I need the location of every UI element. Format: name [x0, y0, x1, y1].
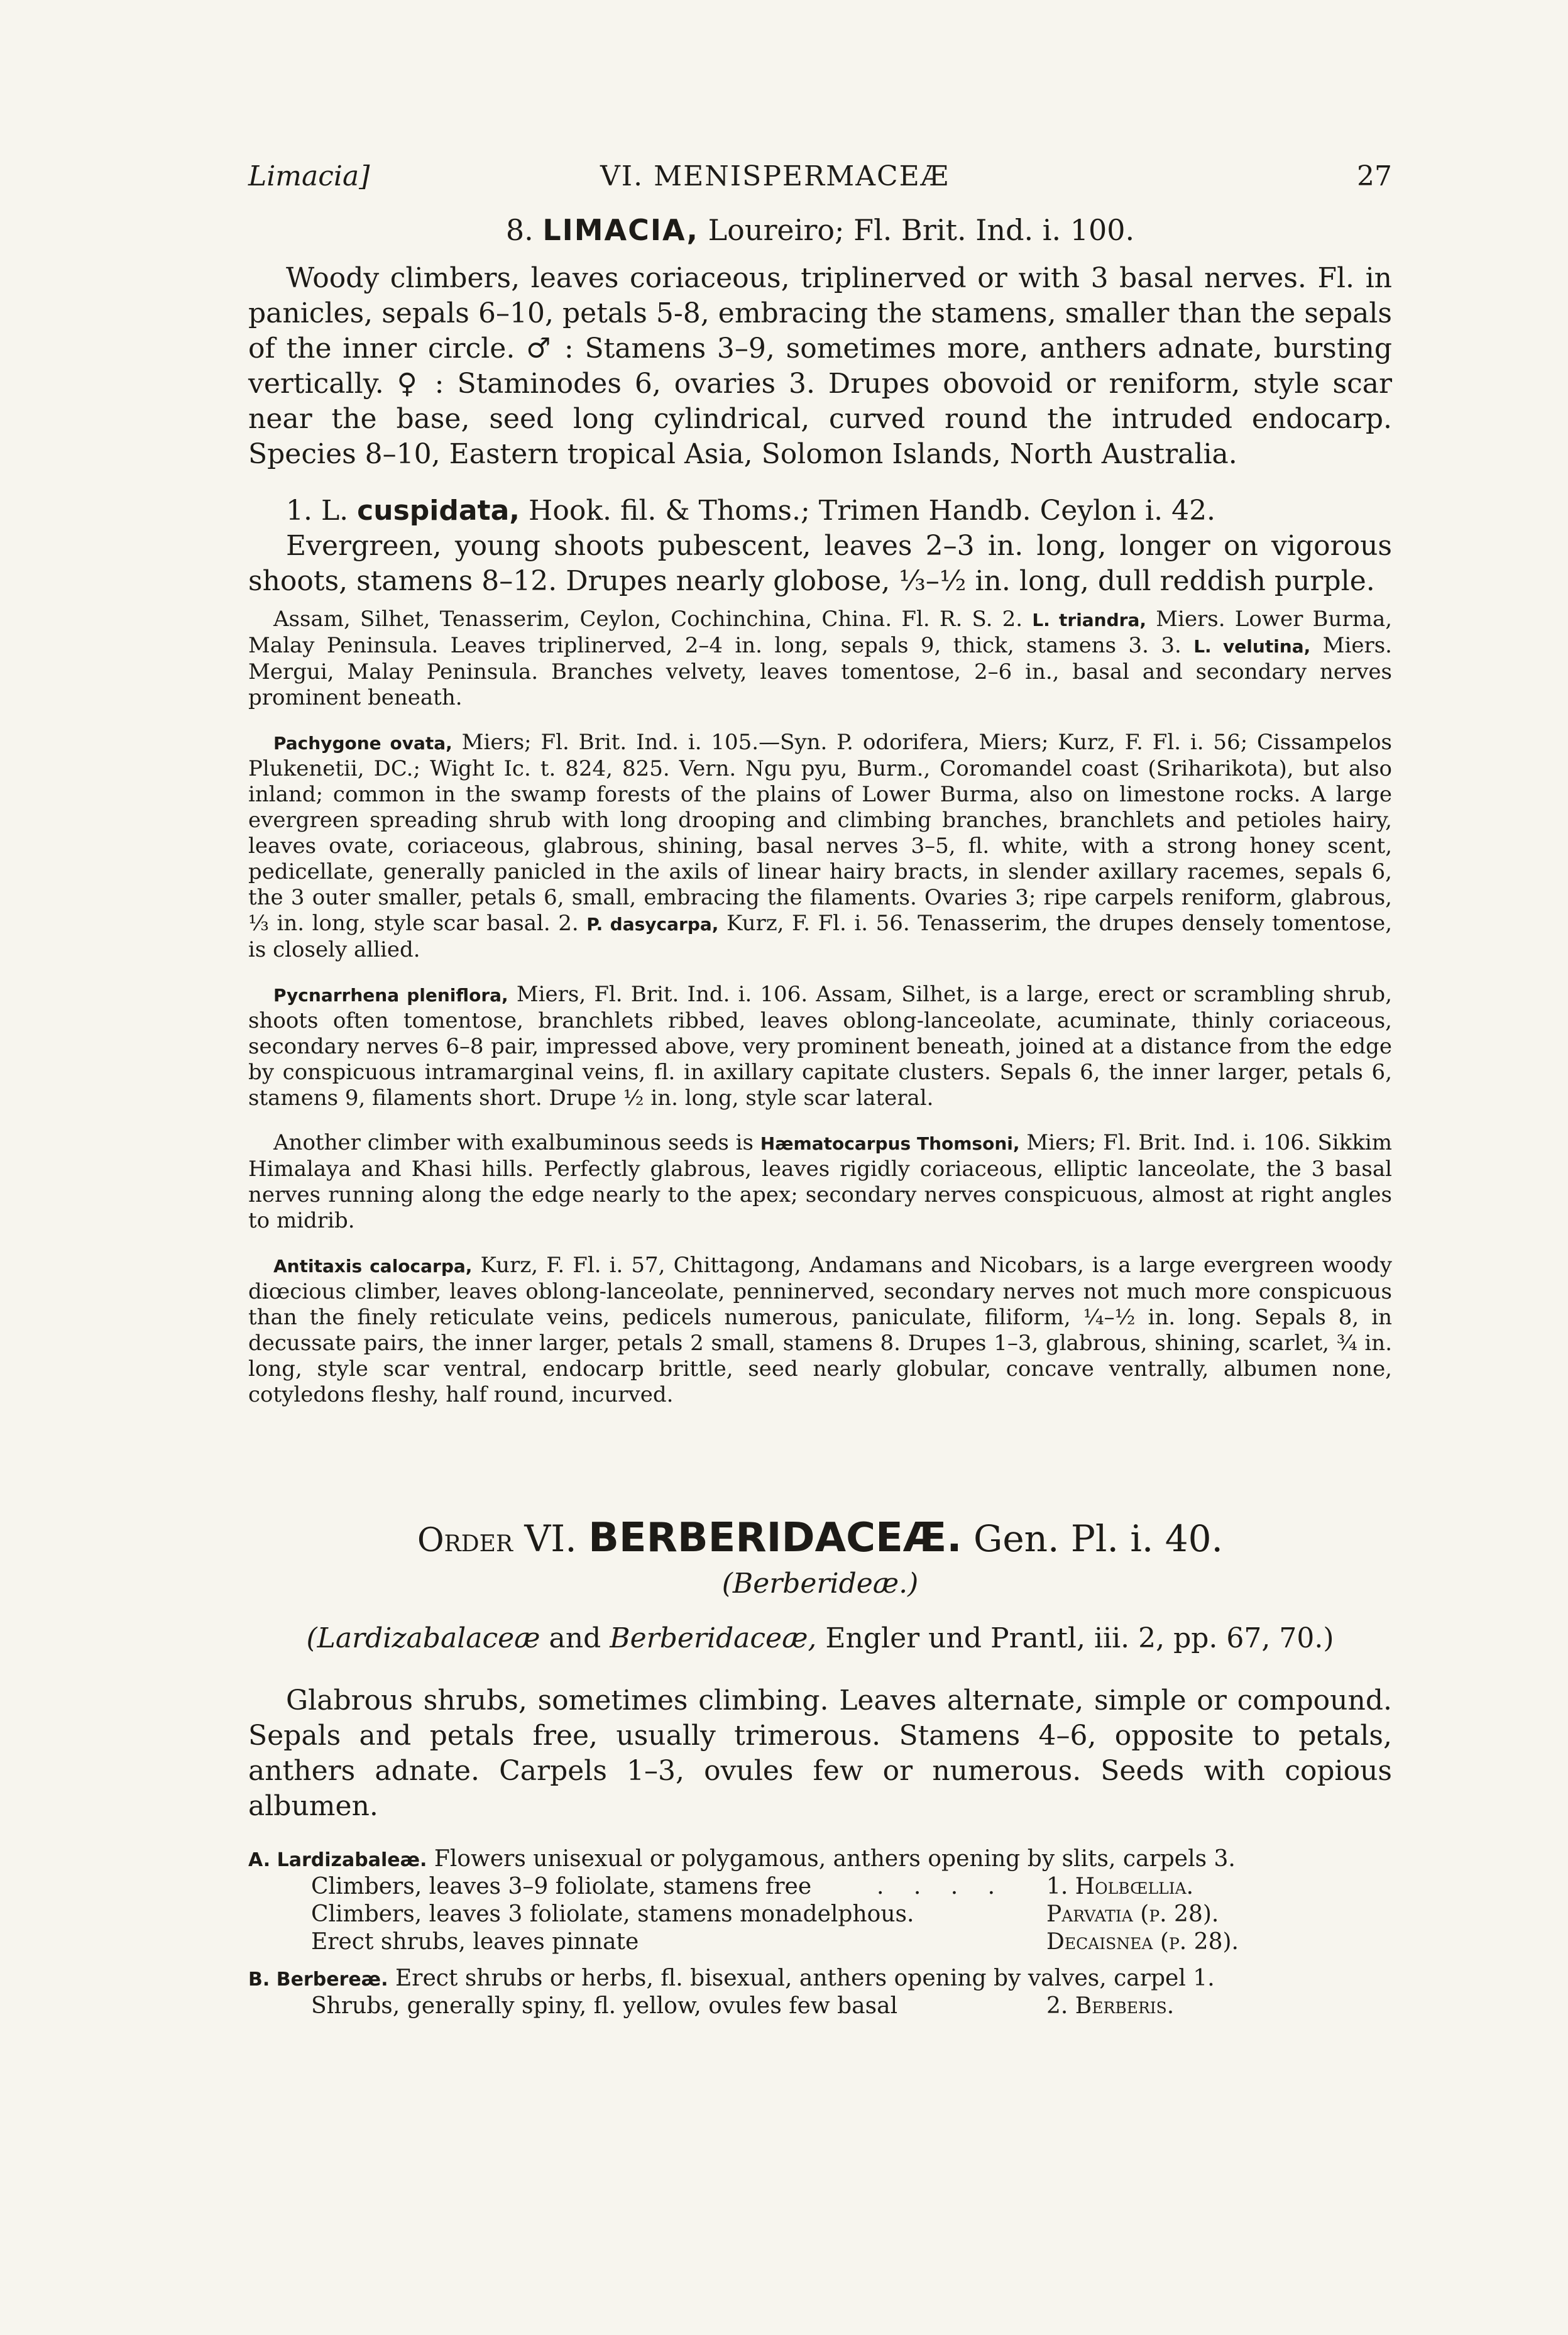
species-entry — [248, 493, 1392, 711]
key-group-b — [248, 1965, 1392, 1992]
note-pachygone-name: Pachygone ovata, — [273, 733, 452, 754]
distribution-1: Assam, Silhet, Tenasserim, Ceylon, Cochinchina, China. Fl. R. S. 2. — [273, 607, 1023, 632]
species-name: cuspidata, — [357, 495, 520, 527]
key-row-lead: Climbers, leaves 3 foliolate, stamens monadelphous. — [311, 1901, 914, 1927]
order-numeral: VI. — [524, 1517, 577, 1560]
species-description: Evergreen, young shoots pubescent, leaves 2–3 in. long, longer on vigorous shoots, stamens 8–12. Drupes nearly globose, ⅓–½ in. long, dull reddish purple. — [248, 530, 1392, 597]
note-pycnarrhena — [248, 982, 1392, 1111]
species-distribution — [248, 607, 1392, 711]
key-row — [248, 1928, 1392, 1956]
species-3-name: L. velutina, — [1193, 636, 1311, 657]
order-subtitle: (Berberideæ.) — [721, 1568, 919, 1600]
key-row-lead: Shrubs, generally spiny, fl. yellow, ovules few basal — [311, 1993, 898, 2019]
key-row-lead: Climbers, leaves 3–9 foliolate, stamens free — [311, 1874, 812, 1899]
synonymy-a: (Lardizabalaceæ — [306, 1622, 540, 1654]
distribution-3: Miers. Mergui, Malay Peninsula. Branches velvety, leaves tomentose, 2–6 in., basal and secondary nerves prominent beneath. — [248, 633, 1392, 710]
species-heading — [248, 493, 1392, 529]
note-haematocarpus — [248, 1130, 1392, 1234]
note-haematocarpus-text: Miers; Fl. Brit. Ind. i. 106. Sikkim Himalaya and Khasi hills. Perfectly glabrous, leaves rigidly coriaceous, elliptic lanceolate, the 3 basal nerves running along the edge nearly to the apex; secondary nerves conspicuous, almost at right angles to midrib. — [248, 1130, 1392, 1233]
key-row-result: Parvatia (p. 28). — [1046, 1901, 1219, 1927]
note-antitaxis — [248, 1253, 1392, 1408]
page-number: 27 — [1357, 160, 1392, 192]
key-row-result: 2. Berberis. — [1046, 1993, 1175, 2019]
note-haematocarpus-prefix: Another climber with exalbuminous seeds is — [273, 1130, 754, 1155]
key-row — [248, 1873, 1392, 1901]
key-to-genera — [248, 1845, 1392, 2020]
key-group-a-text: Flowers unisexual or polygamous, anthers opening by slits, carpels 3. — [434, 1846, 1236, 1872]
note-pachygone-name-2: P. dasycarpa, — [586, 914, 719, 935]
genus-name: LIMACIA, — [542, 213, 699, 247]
running-head-section: Limacia] — [248, 160, 370, 192]
order-description: Glabrous shrubs, sometimes climbing. Leaves alternate, simple or compound. Sepals and petals free, usually trimerous. Stamens 4–6, opposite to petals, anthers adnate. Carpels 1–3, ovules few or numerous. Seeds with copious albumen. — [248, 1684, 1392, 1822]
key-row-result: 1. Holbœllia. — [1046, 1874, 1194, 1899]
note-antitaxis-name: Antitaxis calocarpa, — [273, 1256, 473, 1277]
note-pachygone-text-2: Kurz, F. Fl. i. 56. Tenasserim, the drupes densely tomentose, is closely allied. — [248, 911, 1393, 962]
note-pachygone — [248, 730, 1392, 963]
synonymy-b: Berberidaceæ, — [610, 1622, 817, 1654]
key-group-b-text: Erect shrubs or herbs, fl. bisexual, anthers opening by valves, carpel 1. — [395, 1965, 1215, 1991]
genus-heading — [248, 213, 1392, 247]
key-row — [248, 1992, 1392, 2020]
note-antitaxis-text: Kurz, F. Fl. i. 57, Chittagong, Andamans and Nicobars, is a large evergreen woody diœcious climber, leaves oblong-lanceolate, penninerved, secondary nerves not much more conspicuous than the finely reticulate veins, pedicels numerous, paniculate, filiform, ¼–½ in. long. Sepals 8, in decussate pairs, the inner larger, petals 2 small, stamens 8. Drupes 1–3, glabrous, shining, scarlet, ¾ in. long, style scar ventral, endocarp brittle, seed nearly globular, concave ventrally, albumen none, cotyledons fleshy, half round, incurved. — [248, 1253, 1393, 1407]
running-head-family: VI. MENISPERMACEÆ — [600, 160, 950, 192]
key-row-result: Decaisnea (p. 28). — [1046, 1929, 1239, 1955]
genus-description: Woody climbers, leaves coriaceous, triplinerved or with 3 basal nerves. Fl. in panicles, sepals 6–10, petals 5-8, embracing the stamens, smaller than the sepals of the inner circle. ♂ : Stamens 3–9, sometimes more, anthers adnate, bursting vertically. ♀ : Staminodes 6, ovaries 3. Drupes obovoid or reniform, style scar near the base, seed long cylindrical, curved round the intruded endocarp. Species 8–10, Eastern tropical Asia, Solomon Islands, North Australia. — [248, 262, 1392, 470]
key-row-dots: . . . . — [877, 1874, 1007, 1899]
distribution-2: Miers. Lower Burma, Malay Peninsula. Leaves triplinerved, 2–4 in. long, sepals 9, thick, stamens 3. 3. — [248, 607, 1393, 658]
key-group-a — [248, 1845, 1392, 1873]
key-row-lead: Erect shrubs, leaves pinnate — [311, 1929, 639, 1955]
order-heading — [248, 1515, 1392, 1561]
genus-author-ref: Loureiro; Fl. Brit. Ind. i. 100. — [708, 213, 1135, 247]
note-pachygone-text: Miers; Fl. Brit. Ind. i. 105.—Syn. P. odorifera, Miers; Kurz, F. Fl. i. 56; Cissampelos Plukenetii, DC.; Wight Ic. t. 824, 825. Vern. Ngu pyu, Burm., Coromandel coast (Sriharikota), but also inland; common in the swamp forests of the plains of Lower Burma, also on limestone rocks. A large evergreen spreading shrub with long drooping and climbing branches, branchlets and petioles hairy, leaves ovate, coriaceous, glabrous, shining, basal nerves 3–5, fl. white, with a strong honey scent, pedicellate, generally panicled in the axils of linear hairy bracts, in slender axillary racemes, sepals 6, the 3 outer smaller, petals 6, small, embracing the filaments. Ovaries 3; ripe carpels reniform, glabrous, ⅓ in. long, style scar basal. 2. — [248, 730, 1392, 936]
note-haematocarpus-name: Hæmatocarpus Thomsoni, — [760, 1133, 1020, 1154]
order-name: BERBERIDACEÆ. — [588, 1515, 962, 1561]
key-group-b-label: B. Berbereæ. — [248, 1969, 388, 1991]
species-authority: Hook. fil. & Thoms.; Trimen Handb. Ceylon i. 42. — [528, 495, 1216, 527]
note-pycnarrhena-name: Pycnarrhena pleniflora, — [273, 985, 508, 1006]
key-row — [248, 1901, 1392, 1928]
genus-number: 8. — [505, 213, 534, 247]
note-pycnarrhena-text: Miers, Fl. Brit. Ind. i. 106. Assam, Silhet, is a large, erect or scrambling shrub, shoots often tomentose, branchlets ribbed, leaves oblong-lanceolate, acuminate, thinly coriaceous, secondary nerves 6–8 pair, impressed above, very prominent beneath, joined at a distance from the edge by conspicuous intramarginal veins, fl. in axillary capitate clusters. Sepals 6, the inner larger, petals 6, stamens 9, filaments short. Drupe ½ in. long, style scar lateral. — [248, 982, 1393, 1111]
running-head — [248, 160, 1392, 204]
order-reference: Gen. Pl. i. 40. — [973, 1517, 1223, 1560]
key-group-a-label: A. Lardizabaleæ. — [248, 1849, 427, 1871]
synonymy-and: and — [549, 1622, 601, 1654]
page — [248, 160, 1392, 2020]
species-number: 1. L. — [286, 495, 349, 527]
species-2-name: L. triandra, — [1032, 610, 1146, 630]
synonymy-ref: Engler und Prantl, iii. 2, pp. 67, 70.) — [825, 1622, 1334, 1654]
order-label: Order — [417, 1522, 513, 1559]
order-synonymy — [248, 1622, 1392, 1654]
